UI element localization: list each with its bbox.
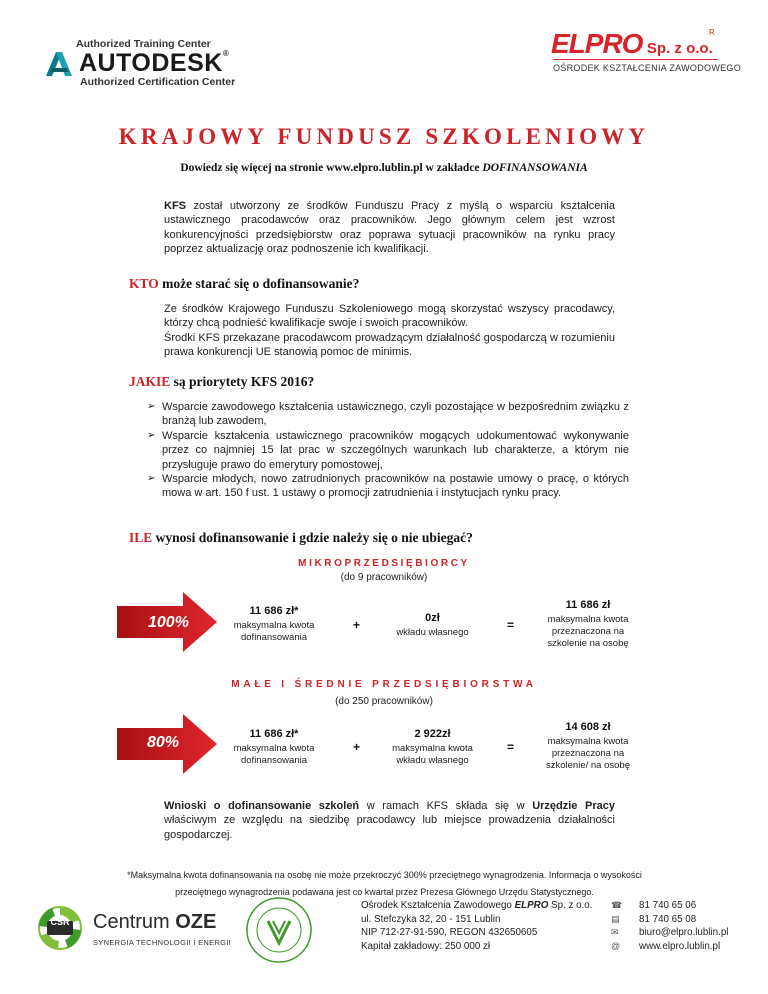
info-line: Dowiedz się więcej na stronie www.elpro.lublin.pl w zakładce DOFINANSOWANIA [180,162,588,174]
csr-tagline: SYNERGIA TECHNOLOGII I ENERGII [93,938,232,947]
kto-heading: KTO może starać się o dofinansowanie? [129,276,360,291]
elpro-sub-label: OŚRODEK KSZTAŁCENIA ZAWODOWEGO [553,63,742,73]
elpro-divider [553,59,718,60]
sme-funding-amount: 11 686 zł* [249,728,299,740]
micro-total-amount: 11 686 zł [565,599,611,611]
list-item: ➢ Wsparcie młodych, nowo zatrudnionych pracowników na postawie umowy o pracę, o których mowa w art. 150 f ust. 1 ustawy o promocji zatrudnienia i instytucjach rynku pracy. [147,472,629,501]
micro-percent: 100% [148,614,189,631]
list-item: ➢ Wsparcie kształcenia ustawicznego pracowników mogących udokumentować wykonywanie przez co najmniej 15 lat prac w szczególnych warunkach lub charakterze, a którym nie przysługuje prawo do emerytury pomostowej, [147,429,629,472]
csr-name: Centrum OZE [93,911,217,933]
contact-list [611,899,728,953]
sme-total-desc: maksymalna kwota przeznaczona na szkolenie/ na osobę [546,736,630,771]
sme-total-amount: 14 608 zł [565,721,611,733]
accreditation-seal-icon [244,895,314,965]
sme-title: MAŁE I ŚREDNIE PRZEDSIĘBIORSTWA [231,679,537,690]
fax-icon: ▤ [611,913,620,924]
csr-logo-icon [38,906,82,950]
contact-phone: ☎ 81 740 65 06 [611,900,697,911]
elpro-logo: ELPRO Sp. z o.o. [551,28,713,59]
micro-subtitle: (do 9 pracowników) [340,572,428,583]
phone-icon: ☎ [611,900,623,910]
micro-total-desc: maksymalna kwota przeznaczona na szkolenie na osobę [547,614,629,649]
micro-plus: + [353,618,361,632]
globe-icon: @ [611,940,621,951]
envelope-icon: ✉ [611,927,619,937]
sme-own-desc: maksymalna kwota wkładu własnego [392,743,473,766]
company-address: Ośrodek Kształcenia Zawodowego ELPRO Sp. z o.o. ul. Stefczyka 32, 20 - 151 Lublin NIP 712-27-91-590, REGON 432650605 Kapitał zakładowy: 250 000 zł [361,900,593,952]
kto-paragraph-1: Ze środków Krajowego Funduszu Szkoleniowego mogą skorzystać wszyscy pracodawcy, którzy chcą podnieść kwalifikacje swoje i swoich pracowników. [164,303,615,330]
list-item: ➢ Wsparcie zawodowego kształcenia ustawicznego, czyli pozostające w bezpośrednim związku z branżą lub zawodem, [147,400,629,429]
micro-own-amount: 0zł [425,612,440,624]
micro-funding-desc: maksymalna kwota dofinansowania [233,620,315,643]
autodesk-logo-icon [43,50,73,76]
ile-heading: ILE wynosi dofinansowanie i gdzie należy się o nie ubiegać? [129,530,473,545]
sme-plus: + [353,740,361,754]
contact-fax: ▤ 81 740 65 08 [611,913,697,925]
page-title: KRAJOWY FUNDUSZ SZKOLENIOWY [118,124,650,149]
contact-website[interactable]: @ www.elpro.lublin.pl [611,940,721,952]
elpro-registered-mark: R [709,28,715,37]
autodesk-top-label: Authorized Training Center [76,38,211,50]
kto-paragraph-2: Środki KFS przekazane pracodawcom prowadzącym działalność gospodarczą w rozumieniu prawa konkurencji UE stanowią pomoc de minimis. [164,332,615,359]
wnioski-paragraph: Wnioski o dofinansowanie szkoleń w ramach KFS składa się w Urzędzie Pracy właściwym ze względu na siedzibę pracodawcy lub miejsce prowadzenia działalności gospodarczej. [164,800,615,841]
sme-equals: = [507,740,515,754]
contact-email[interactable]: ✉ biuro@elpro.lublin.pl [611,927,729,938]
micro-funding-amount: 11 686 zł* [249,605,299,617]
sme-funding-desc: maksymalna kwota dofinansowania [233,743,315,766]
micro-own-desc: wkładu własnego [396,627,469,638]
priorities-list [147,400,629,501]
sme-percent: 80% [147,734,180,751]
footnote: *Maksymalna kwota dofinansowania na osobę nie może przekroczyć 300% przeciętnego wynagrodzenia. Informacja o wysokości przeciętnego wynagrodzenia podawana jest co kwartał przez Prezesa Głównego Urzędu Statystycznego. [127,870,642,897]
micro-title: MIKROPRZEDSIĘBIORCY [298,558,470,569]
autodesk-wordmark: AUTODESK® [79,49,230,77]
sme-subtitle: (do 250 pracowników) [335,696,433,707]
sme-own-amount: 2 922zł [414,728,451,740]
csr-badge-text: CSR [50,917,70,927]
jakie-heading: JAKIE są priorytety KFS 2016? [129,374,315,389]
autodesk-sub-label: Authorized Certification Center [80,76,236,88]
intro-paragraph: KFS został utworzony ze środków Funduszu Pracy z myślą o wsparciu kształcenia ustawicznego pracodawców oraz pracowników. Jego głównym celem jest wzrost konkurencyjności przedsiębiorstw oraz poprawa sytuacji pracowników na rynku pracy poprzez aktualizację oraz podnoszenie ich kwalifikacji. [164,200,615,256]
micro-equals: = [507,618,515,632]
